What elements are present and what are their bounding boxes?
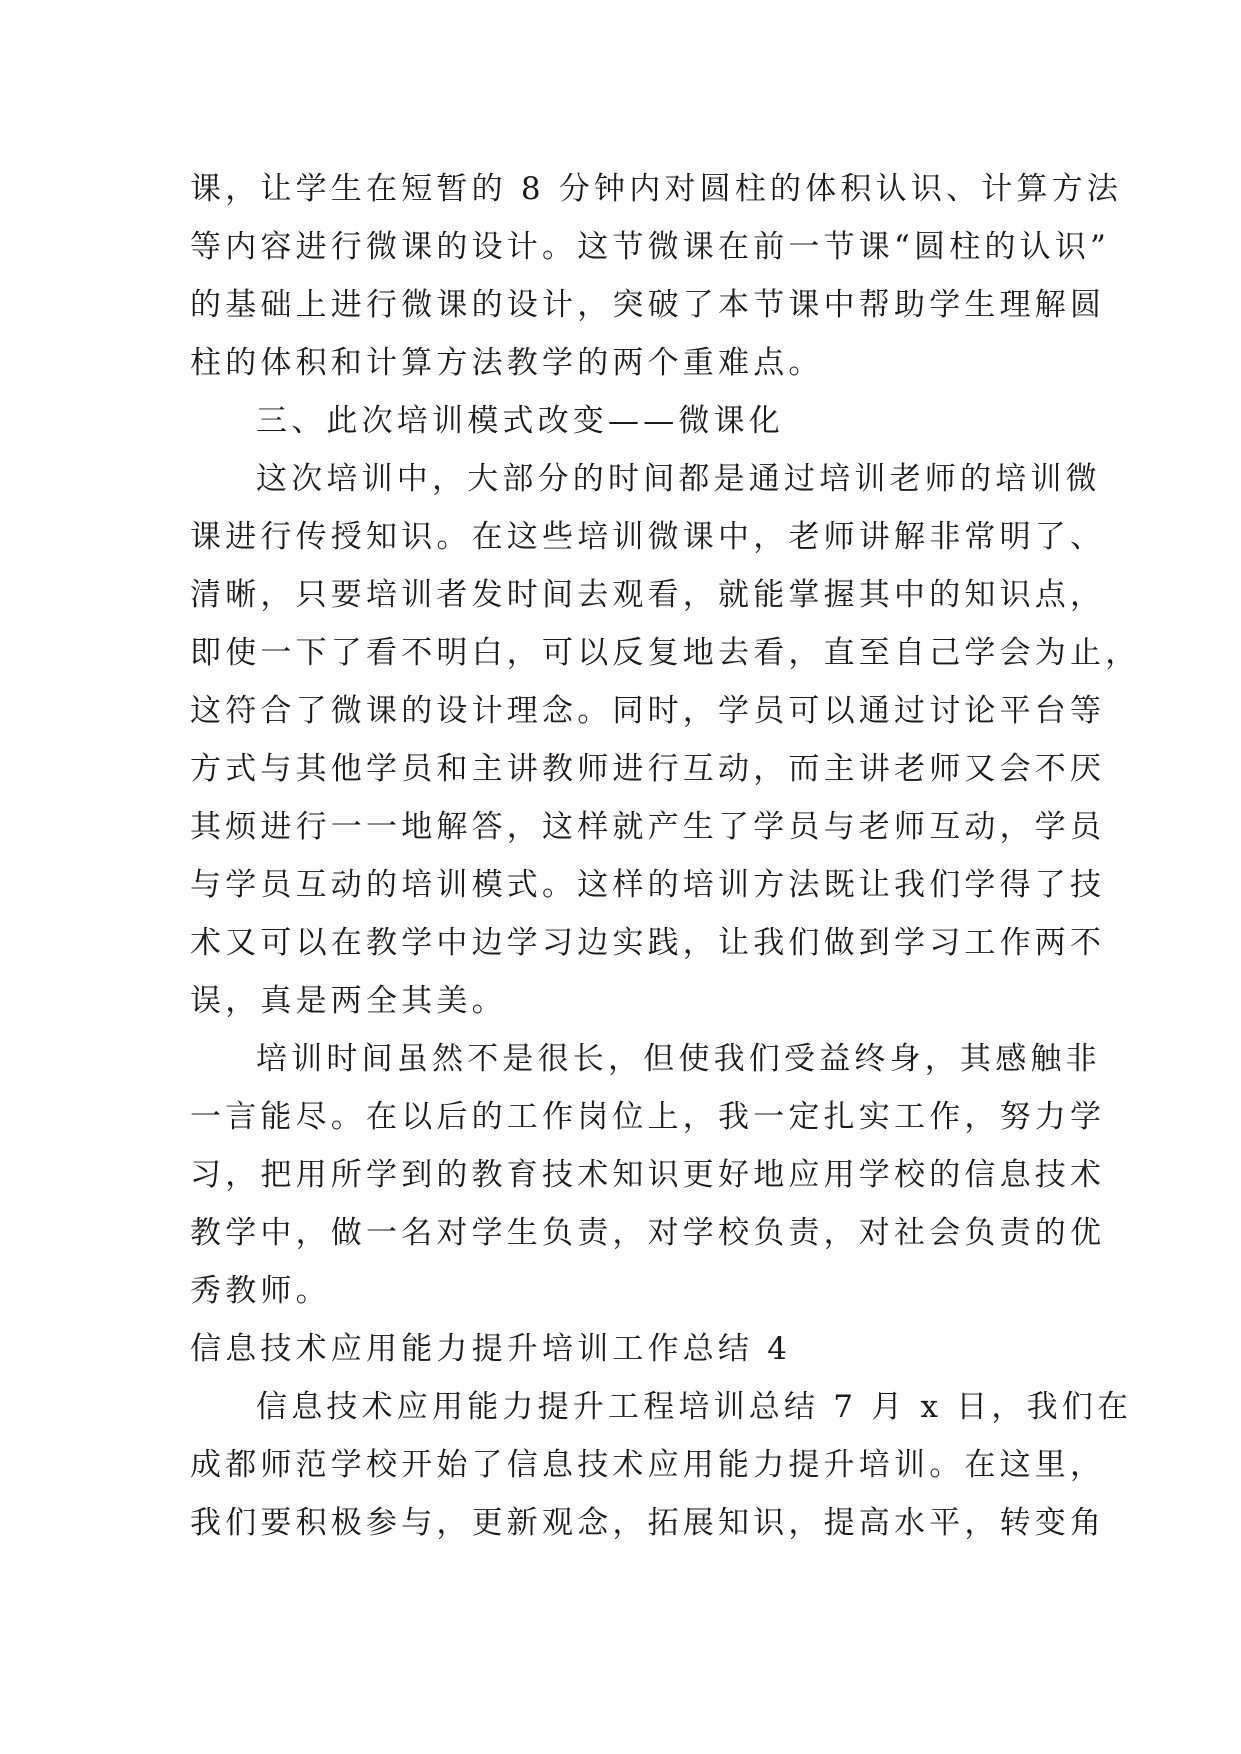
- body-text: [190, 160, 1141, 1552]
- text-line: 课，让学生在短暂的 8 分钟内对圆柱的体积认识、计算方法: [190, 171, 1123, 207]
- text-line: 教学中，做一名对学生负责，对学校负责，对社会负责的优: [190, 1215, 1106, 1251]
- text-line: 我们要积极参与，更新观念，拓展知识，提高水平，转变角: [190, 1505, 1106, 1541]
- text-line: 课进行传授知识。在这些培训微课中，老师讲解非常明了、: [190, 519, 1106, 555]
- text-line: 的基础上进行微课的设计，突破了本节课中帮助学生理解圆: [190, 287, 1106, 323]
- text-line: 误，真是两全其美。: [190, 983, 507, 1019]
- text-line: 等内容进行微课的设计。这节微课在前一节课“圆柱的认识”: [190, 229, 1111, 265]
- text-line: 术又可以在教学中边学习边实践，让我们做到学习工作两不: [190, 925, 1106, 961]
- text-line: 其烦进行一一地解答，这样就产生了学员与老师互动，学员: [190, 809, 1106, 845]
- text-line: 一言能尽。在以后的工作岗位上，我一定扎实工作，努力学: [190, 1099, 1106, 1135]
- text-line: 成都师范学校开始了信息技术应用能力提升培训。在这里，: [190, 1447, 1106, 1483]
- text-line: 秀教师。: [190, 1273, 331, 1309]
- text-line: 培训时间虽然不是很长，但使我们受益终身，其感触非: [256, 1041, 1101, 1077]
- section-heading: 三、此次培训模式改变——微课化: [256, 403, 784, 439]
- article-title: 信息技术应用能力提升培训工作总结 4: [190, 1331, 792, 1367]
- text-line: 这次培训中，大部分的时间都是通过培训老师的培训微: [256, 461, 1101, 497]
- text-line: 即使一下了看不明白，可以反复地去看，直至自己学会为止，: [190, 635, 1141, 671]
- text-line: 与学员互动的培训模式。这样的培训方法既让我们学得了技: [190, 867, 1106, 903]
- text-line: 信息技术应用能力提升工程培训总结 7 月 x 日，我们在: [256, 1389, 1133, 1425]
- text-line: 清晰，只要培训者发时间去观看，就能掌握其中的知识点，: [190, 577, 1106, 613]
- text-line: 这符合了微课的设计理念。同时，学员可以通过讨论平台等: [190, 693, 1106, 729]
- text-line: 习，把用所学到的教育技术知识更好地应用学校的信息技术: [190, 1157, 1106, 1193]
- text-line: 柱的体积和计算方法教学的两个重难点。: [190, 345, 824, 381]
- text-line: 方式与其他学员和主讲教师进行互动，而主讲老师又会不厌: [190, 751, 1106, 787]
